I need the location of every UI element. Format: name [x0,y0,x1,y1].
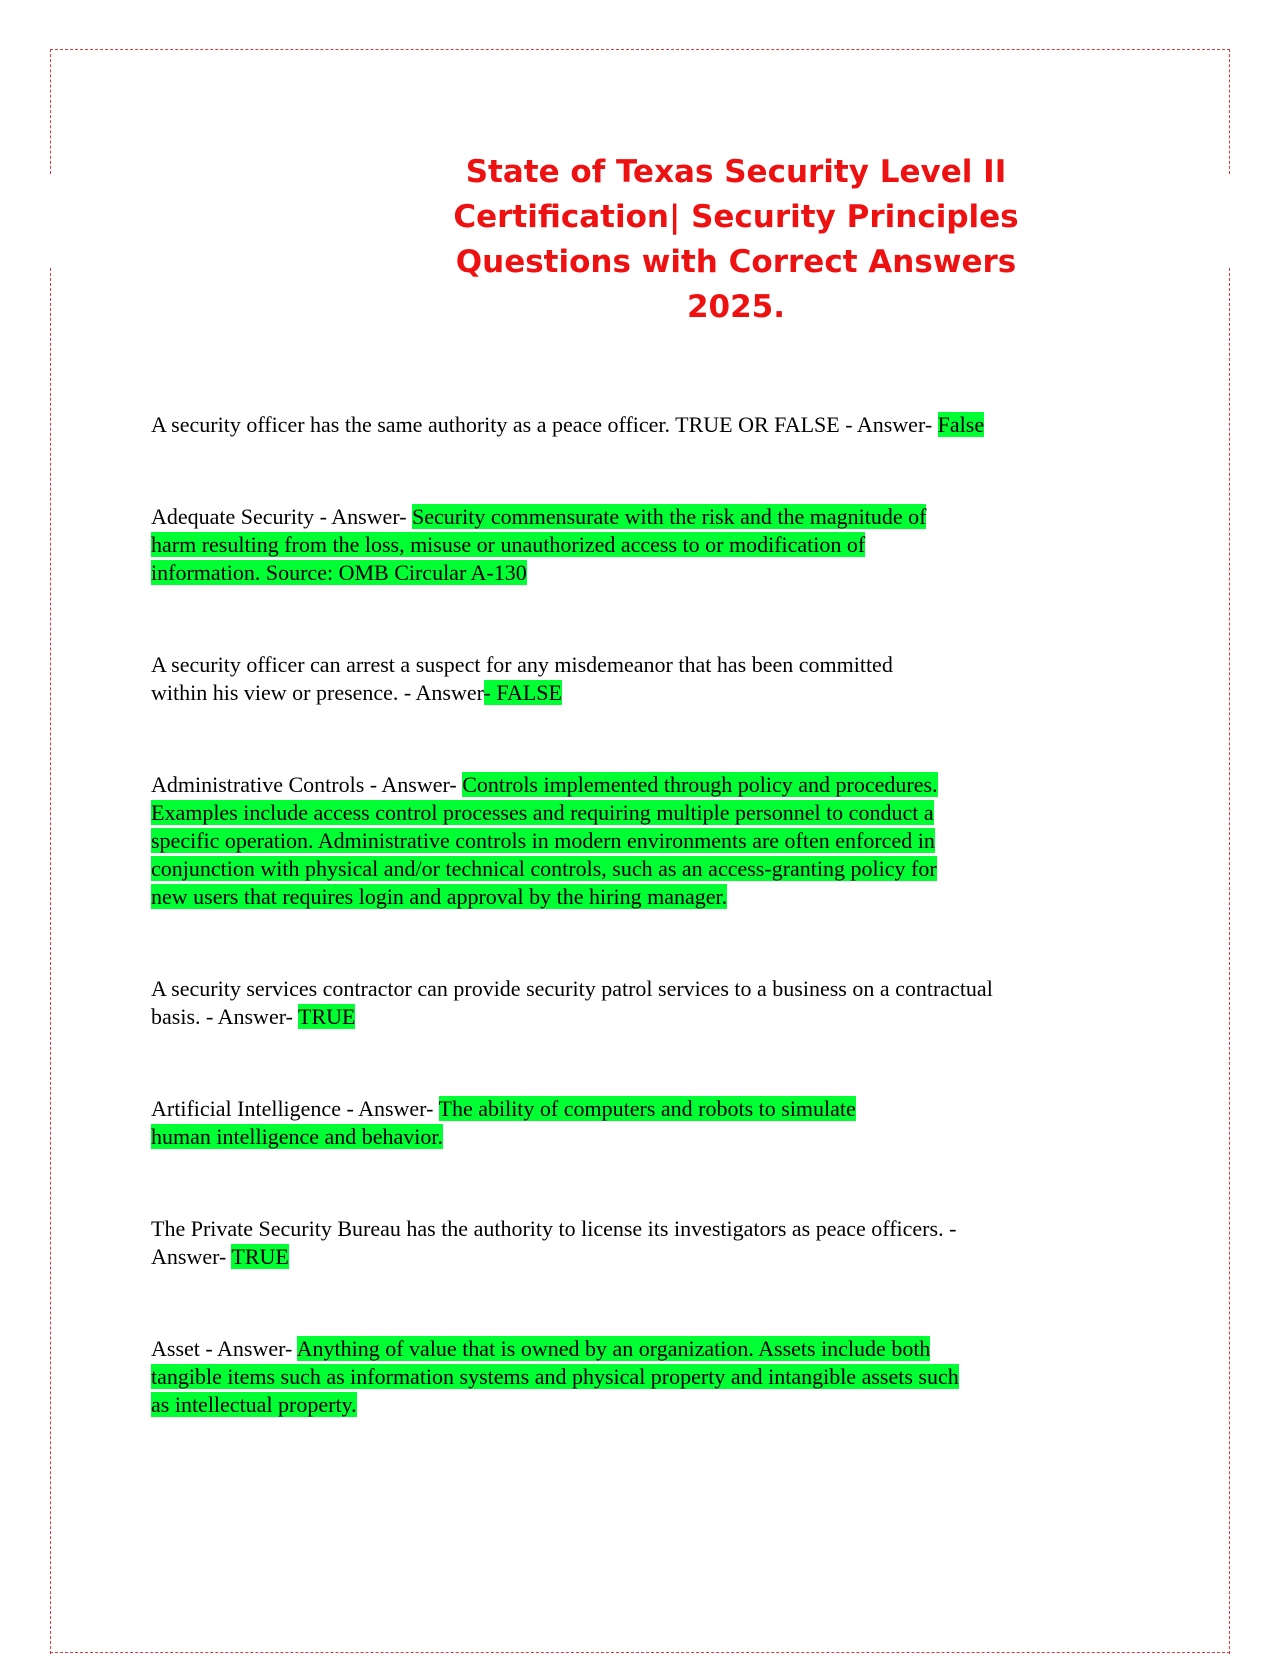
answer-line [151,799,1121,827]
answer-text: tangible items such as information systems and physical property and intangible assets such [151,1364,959,1389]
question-line [151,651,1121,679]
answer-text: The ability of computers and robots to simulate [438,1096,856,1121]
question-text: Administrative Controls - Answer- [151,772,463,797]
page-frame-bottom [50,1652,1230,1653]
question-item [151,1215,1121,1271]
question-line [151,1215,1121,1243]
answer-text: conjunction with physical and/or technical controls, such as an access-granting policy for [151,856,937,881]
question-text: within his view or presence. - Answer [151,680,484,705]
question-line [151,679,1121,707]
title-line: Questions with Correct Answers [455,244,1017,280]
page-frame-left [50,49,51,174]
answer-line [151,559,1121,587]
question-line [151,1003,1121,1031]
question-line [151,975,1121,1003]
question-item [151,1095,1121,1151]
question-line [151,1095,1121,1123]
question-text: Artificial Intelligence - Answer- [151,1096,439,1121]
question-line [151,771,1121,799]
question-item [151,975,1121,1031]
answer-text: False [937,412,985,437]
question-text: Adequate Security - Answer- [151,504,413,529]
answer-text: harm resulting from the loss, misuse or unauthorized access to or modification of [151,532,866,557]
answer-line [151,1123,1121,1151]
document-title [400,150,1072,330]
answer-text: Examples include access control processes and requiring multiple personnel to conduct a [151,800,934,825]
answer-text: specific operation. Administrative controls in modern environments are often enforced in [151,828,935,853]
question-line [151,1243,1121,1271]
answer-text: information. Source: OMB Circular A-130 [151,560,527,585]
answer-text: TRUE [231,1244,289,1269]
page-frame-right [1229,268,1230,1654]
question-line [151,1335,1121,1363]
page-frame-right [1229,49,1230,174]
question-item [151,771,1121,911]
answer-line [151,855,1121,883]
answer-text: Security commensurate with the risk and the magnitude of [412,504,927,529]
answer-text: human intelligence and behavior. [151,1124,444,1149]
answer-text: - FALSE [483,680,562,705]
answer-line [151,531,1121,559]
question-text: basis. - Answer- [151,1004,299,1029]
answer-text: TRUE [298,1004,356,1029]
question-text: A security officer has the same authority as a peace officer. TRUE OR FALSE - Answer- [151,412,938,437]
page-frame-top [50,49,1230,50]
question-item [151,1335,1121,1419]
question-list [151,411,1121,1483]
question-line [151,411,1121,439]
answer-text: Controls implemented through policy and procedures. [462,772,938,797]
title-line: State of Texas Security Level II [465,154,1007,190]
page-frame-left [50,268,51,1654]
question-item [151,503,1121,587]
question-line [151,503,1121,531]
answer-line [151,1391,1121,1419]
answer-text: Anything of value that is owned by an organization. Assets include both [296,1336,931,1361]
question-text: A security services contractor can provide security patrol services to a business on a contractual [151,976,993,1001]
answer-line [151,1363,1121,1391]
question-item [151,411,1121,439]
answer-text: new users that requires login and approval by the hiring manager. [151,884,728,909]
question-text: The Private Security Bureau has the authority to license its investigators as peace officers. - [151,1216,957,1241]
question-text: Answer- [151,1244,232,1269]
answer-line [151,827,1121,855]
answer-text: as intellectual property. [151,1392,357,1417]
question-text: Asset - Answer- [151,1336,297,1361]
title-line: 2025. [686,289,786,325]
question-item [151,651,1121,707]
answer-line [151,883,1121,911]
question-text: A security officer can arrest a suspect for any misdemeanor that has been committed [151,652,893,677]
title-line: Certification| Security Principles [453,199,1019,235]
